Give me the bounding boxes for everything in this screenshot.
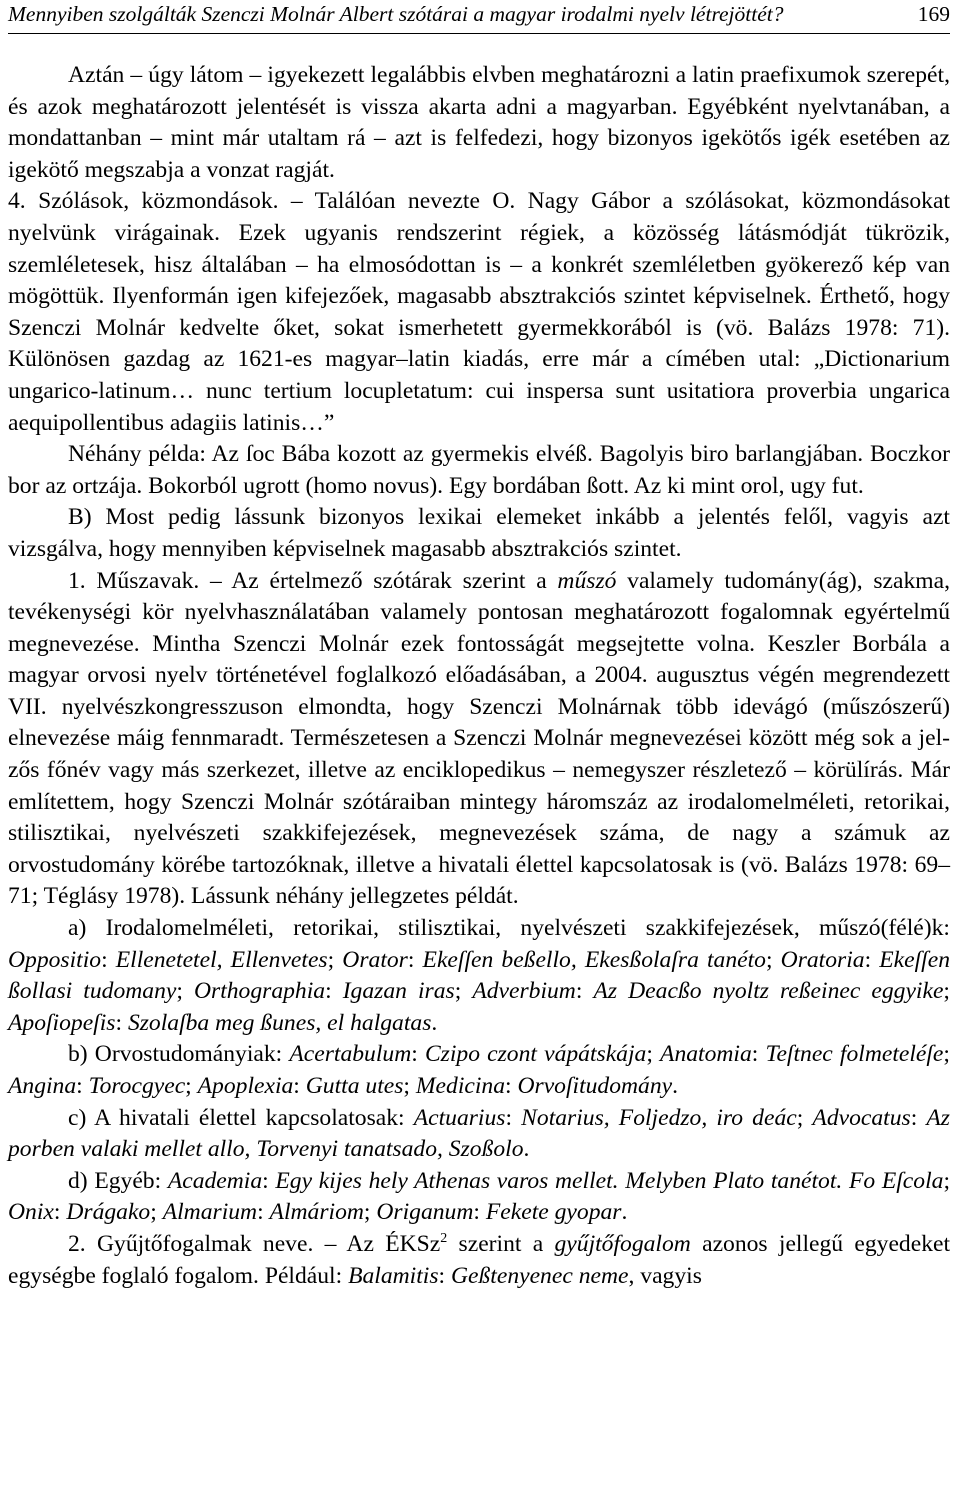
italic-term: Ellenetetel, Ellenvetes [115,946,328,973]
text-run: ; [943,1041,950,1068]
text-run: ; [150,1199,163,1226]
italic-term: Actuarius [413,1104,506,1131]
italic-term: Teſtnec folmeteléſe [765,1041,944,1068]
text-run: ; [327,946,343,973]
italic-term: Apoſiopeſis [8,1009,116,1036]
paragraph [8,1039,950,1102]
paragraph [8,502,950,565]
text-run: ; [943,978,950,1005]
paragraph [8,60,950,186]
italic-term: Orvoſitudomány [517,1073,673,1099]
italic-term: Anatomia [660,1041,752,1068]
italic-term: Ekeſſen beßello, Ekesßolaſra tanéto [422,946,766,973]
superscript: 2 [440,1230,448,1246]
text-run: : [505,1104,522,1131]
italic-term: Academia [167,1167,263,1194]
text-run: : [751,1041,766,1068]
text-run: ; [363,1199,377,1226]
italic-term: Gutta utes [305,1073,404,1099]
running-header [8,0,950,34]
italic-term: Oratoria [780,946,865,973]
italic-term: Szolaſba meg ßunes, el halgatas [127,1009,432,1036]
text-run: : [293,1073,306,1099]
running-title: Mennyiben szolgálták Szenczi Molnár Albert szótárai a magyar irodalmi nyelv létrejöttét? [8,2,784,26]
italic-term: Egy kijes hely Athenas varos mellet. Melyben Plato tanétot. Fo Eſcola [275,1167,944,1194]
text-run: ; [176,978,194,1005]
italic-term: Almáriom [269,1199,364,1226]
text-run: . [672,1073,679,1099]
text-run: : [262,1167,276,1194]
text-run: 2. Gyűjtőfogalmak neve. – Az ÉKSz [68,1230,441,1257]
text-run: : [575,978,594,1005]
paragraph [8,439,950,502]
text-run: : [325,978,343,1005]
italic-term: Almarium [162,1199,258,1226]
text-run: ; [943,1167,950,1194]
paragraph [8,1103,950,1166]
text-run: d) Egyéb: [68,1167,168,1194]
italic-term: Oppositio [8,946,102,973]
italic-term: Geßtenyenec neme [450,1262,629,1289]
text-run: : [438,1262,451,1289]
italic-term: Onix [8,1199,54,1226]
text-run: : [115,1009,128,1036]
italic-term: Angina [8,1073,77,1099]
italic-term: gyűjtőfogalom [554,1230,691,1257]
text-run: a) Irodalomelméleti, retorikai, stilisztikai, nyelvészeti szakkifejezések, műszó(félé)k: [68,915,950,942]
text-run: : [101,946,116,973]
text-run: 1. Műszavak. – Az értelmező szótárak szerint a [68,567,558,594]
text-run: ; [403,1073,416,1099]
italic-term: Drágako [66,1199,151,1226]
italic-term: Az porben valaki mellet allo, Torvenyi tanatsado, Szoßolo [8,1104,950,1163]
text-run: . [431,1009,438,1036]
text-run: : [407,946,423,973]
text-run: b) Orvostudományiak: [68,1041,290,1068]
italic-term: Fekete gyopar [485,1199,622,1226]
text-run: B) Most pedig lássunk bizonyos lexikai elemeket inkább a jelentés felől, vagyis azt vizsgálva, hogy mennyiben képviselnek magasabb absztrakciós szintet. [8,504,950,562]
italic-term: Acertabulum [289,1041,412,1068]
italic-term: Notarius, Foljedzo, iro deác [521,1104,797,1131]
italic-term: Adverbium [472,978,576,1005]
text-run: Néhány példa: Az ſoc Bába kozott az gyermekis elvéß. Bagolyis biro barlangjában. Boczkor bor az ortzája. Bokorból ugrott (homo novus). Egy bordában ßott. Az ki mint orol, ugy fut. [8,441,950,499]
text-run: : [257,1199,270,1226]
italic-term: Igazan iras [342,978,455,1005]
italic-term: Az Deacßo nyoltz reßeinec eggyike [593,978,944,1005]
italic-term: Origanum [376,1199,474,1226]
italic-term: Ekeſſen ßollasi tudomany [8,946,950,1005]
body-text [8,60,950,1292]
italic-term: Balamitis [348,1262,439,1289]
italic-term: Czipo czont vápátskája [424,1041,647,1068]
text-run: : [473,1199,486,1226]
page-number: 169 [917,2,950,26]
italic-term: Advocatus [812,1104,911,1131]
text-run: valamely tudomány(ág), szakma, tevékenységi kör nyelvhasználatában valamely pontosan meghatározott fogalomnak egyértelmű megnevezése. Mintha Szenczi Molnár ezek fontosságát megsejtette volna. Keszler Borbála a magyar orvosi nyelv történetével foglalkozó előadásában, a 2004. augusztus végén megrendezett VII. nyelvészkongresszuson elmondta, hogy Szenczi Molnárnak több idevágó (műszószerű) elnevezése máig fennmaradt. Természetesen a Szenczi Molnár megnevezései között még sok a jelzős főnév vagy más szerkezet, illetve az enciklopedikus – nemegyszer részletező – körülírás. Már említettem, hogy Szenczi Molnár szótáraiban mintegy háromszáz az irodalomelméleti, retorikai, stilisztikai, nyelvészeti szakkifejezések, megnevezések száma, de nagy a számuk az orvostudomány körébe tartozóknak, illetve a hivatali élettel kapcsolatosak is (vö. Balázs 1978: 69–71; Téglásy 1978). Lássunk néhány jellegzetes példát. [8,567,950,910]
text-run: Aztán – úgy látom – igyekezett legalábbis elvben meghatározni a latin praefixumok szerepét, és azok meghatározott jelentését is vissza akarta adni a magyarban. Egyébként nyelvtanában, a mondattanban – mint már utaltam rá – azt is felfedezi, hogy bizonyos igekötős igék esetében az igekötő megszabja a vonzat ragját. [8,62,950,183]
paragraph [8,1166,950,1229]
text-run: : [505,1073,518,1099]
text-run: : [53,1199,67,1226]
paragraph [8,186,950,439]
text-run: : [864,946,880,973]
text-run: ; [454,978,473,1005]
text-run: ; [185,1073,198,1099]
text-run: . [523,1136,530,1163]
text-run: azonos jellegű egyedeket egységbe foglaló fogalom. Például: [8,1230,951,1289]
text-run: , vagyis [628,1262,702,1289]
text-run: ; [765,946,781,973]
text-run: szerint a [447,1230,555,1257]
text-run: ; [796,1104,813,1131]
text-run: . [621,1199,628,1226]
text-run: : [411,1041,425,1068]
paragraph [8,913,950,1039]
italic-term: Torocgyec [88,1073,186,1099]
text-run: : [76,1073,89,1099]
italic-term: műszó [557,567,617,594]
italic-term: Apoplexia [197,1073,294,1099]
paragraph [8,1229,950,1292]
paragraph [8,566,950,914]
italic-term: Orator [342,946,408,973]
text-run: : [910,1104,927,1131]
text-run: ; [646,1041,661,1068]
italic-term: Medicina [415,1073,505,1099]
text-run: 4. Szólások, közmondások. – Találóan nevezte O. Nagy Gábor a szólásokat, közmondásokat nyelvünk virágainak. Ezek ugyanis rendszerint régiek, a közösség látásmódját tükrözik, szemléletesek, hisz általában – ha elmosódottan is – a konkrét szemléletben gyökerező kép van mögöttük. Ilyenformán igen kifejezőek, magasabb absztrakciós szintet képviselnek. Érthető, hogy Szenczi Molnár kedvelte őket, sokat ismerhetett gyermekkorából is (vö. Balázs 1978: 71). Különösen gazdag az 1621-es magyar–latin kiadás, erre már a címében utal: „Dictionarium ungarico-latinum… nunc tertium locupletatum: cui inspersa sunt usitatiora proverbia ungarica aequipollentibus adagiis latinis…” [8,188,950,436]
text-run: c) A hivatali élettel kapcsolatosak: [68,1104,414,1131]
italic-term: Orthographia [193,978,326,1005]
